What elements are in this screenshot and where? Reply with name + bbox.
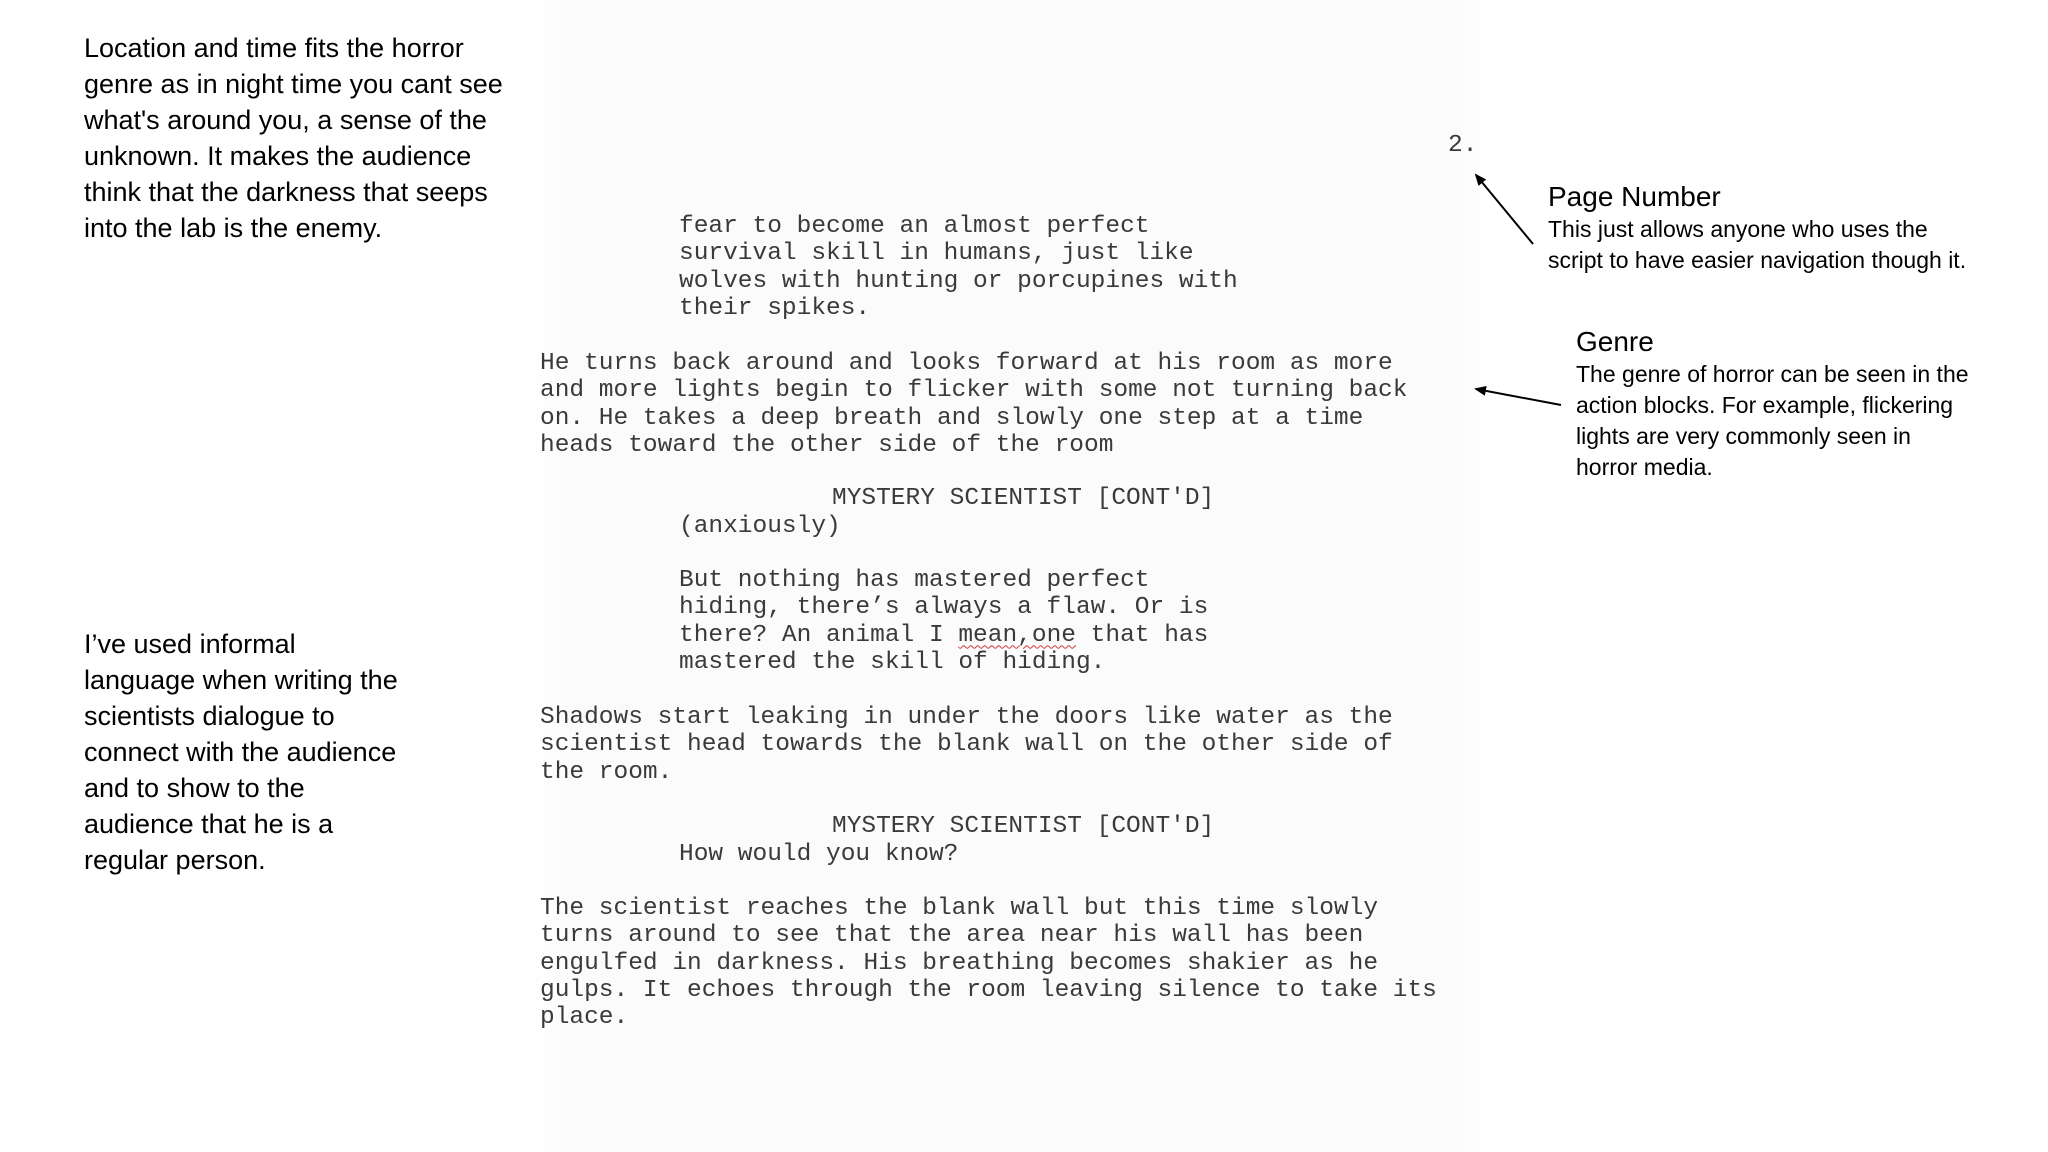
dialogue-line-end: that has [1075,621,1209,649]
action-block: Shadows start leaking in under the doors like water as the scientist head towards the blank wall on the other side of the room. [540,704,1393,786]
page-number-annotation-title: Page Number [1548,181,1721,212]
action-block: He turns back around and looks forward at his room as more and more lights begin to flicker with some not turning back on. He takes a deep breath and slowly one step at a time heads toward the other side of the room [540,350,1408,459]
dialogue-block: How would you know? [679,841,959,868]
genre-annotation [1576,325,1976,483]
dialogue-line: hiding, there’s always a flaw. Or is [679,594,1209,622]
informal-language-note: I’ve used informal language when writing the scientists dialogue to connect with the audience and to show to the audience that he is a regular person. [84,629,398,875]
character-cue: MYSTERY SCIENTIST [CONT'D] [832,485,1215,512]
spellcheck-flagged-word: mean,one [958,621,1076,649]
dialogue-line: mastered the skill of hiding. [679,648,1106,676]
location-time-note: Location and time fits the horror genre as in night time you cant see what's around you, a sense of the unknown. It makes the audience think that the darkness that seeps into the lab is the enemy. [84,33,503,243]
script-page-number: 2. [1448,132,1478,159]
page-number-annotation [1548,180,1978,276]
character-cue: MYSTERY SCIENTIST [CONT'D] [832,813,1215,840]
page-number-annotation-body: This just allows anyone who uses the script to have easier navigation though it. [1548,216,1967,273]
dialogue-block [679,567,1208,676]
genre-annotation-body: The genre of horror can be seen in the action blocks. For example, flickering lights are very commonly seen in horror media. [1576,361,1969,480]
dialogue-block: fear to become an almost perfect survival skill in humans, just like wolves with hunting or porcupines with their spikes. [679,213,1238,322]
genre-annotation-title: Genre [1576,326,1654,357]
parenthetical: (anxiously) [679,513,841,540]
dialogue-line: But nothing has mastered perfect [679,567,1150,594]
dialogue-line-start: there? An animal I [679,621,959,649]
action-block: The scientist reaches the blank wall but this time slowly turns around to see that the area near his wall has been engulfed in darkness. His breathing becomes shakier as he gulps. It echoes through the room leaving silence to take its place. [540,895,1437,1032]
